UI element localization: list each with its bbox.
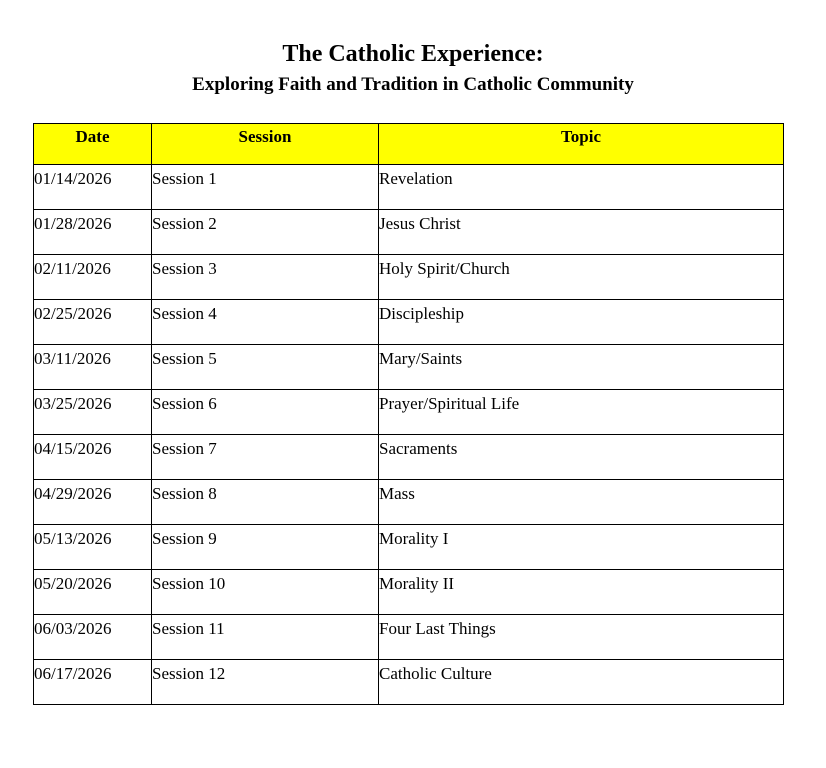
topic-cell: Mary/Saints <box>379 345 784 390</box>
date-cell: 06/17/2026 <box>34 660 152 705</box>
session-cell: Session 8 <box>152 480 379 525</box>
topic-cell: Prayer/Spiritual Life <box>379 390 784 435</box>
date-cell: 04/15/2026 <box>34 435 152 480</box>
topic-cell: Revelation <box>379 165 784 210</box>
session-cell: Session 2 <box>152 210 379 255</box>
session-cell: Session 12 <box>152 660 379 705</box>
table-row <box>34 525 784 570</box>
date-cell: 05/13/2026 <box>34 525 152 570</box>
topic-cell: Discipleship <box>379 300 784 345</box>
topic-cell: Catholic Culture <box>379 660 784 705</box>
session-cell: Session 11 <box>152 615 379 660</box>
table-row <box>34 300 784 345</box>
table-row <box>34 435 784 480</box>
topic-cell: Jesus Christ <box>379 210 784 255</box>
topic-cell: Morality II <box>379 570 784 615</box>
topic-cell: Mass <box>379 480 784 525</box>
date-cell: 03/11/2026 <box>34 345 152 390</box>
table-row <box>34 570 784 615</box>
session-cell: Session 9 <box>152 525 379 570</box>
table-row <box>34 345 784 390</box>
session-cell: Session 10 <box>152 570 379 615</box>
header-date: Date <box>34 124 152 165</box>
table-row <box>34 165 784 210</box>
date-cell: 01/28/2026 <box>34 210 152 255</box>
schedule-table <box>33 123 784 705</box>
date-cell: 03/25/2026 <box>34 390 152 435</box>
header-topic: Topic <box>379 124 784 165</box>
session-cell: Session 6 <box>152 390 379 435</box>
date-cell: 04/29/2026 <box>34 480 152 525</box>
session-cell: Session 4 <box>152 300 379 345</box>
session-cell: Session 3 <box>152 255 379 300</box>
table-row <box>34 210 784 255</box>
session-cell: Session 1 <box>152 165 379 210</box>
schedule-table-header <box>34 124 784 165</box>
topic-cell: Sacraments <box>379 435 784 480</box>
topic-cell: Morality I <box>379 525 784 570</box>
table-row <box>34 390 784 435</box>
header-session: Session <box>152 124 379 165</box>
table-row <box>34 615 784 660</box>
header-row <box>34 124 784 165</box>
date-cell: 06/03/2026 <box>34 615 152 660</box>
date-cell: 02/11/2026 <box>34 255 152 300</box>
table-row <box>34 255 784 300</box>
topic-cell: Holy Spirit/Church <box>379 255 784 300</box>
table-row <box>34 480 784 525</box>
topic-cell: Four Last Things <box>379 615 784 660</box>
date-cell: 01/14/2026 <box>34 165 152 210</box>
session-cell: Session 7 <box>152 435 379 480</box>
date-cell: 05/20/2026 <box>34 570 152 615</box>
date-cell: 02/25/2026 <box>34 300 152 345</box>
document-subtitle: Exploring Faith and Tradition in Catholic Community <box>192 74 634 95</box>
table-row <box>34 660 784 705</box>
schedule-table-body <box>34 165 784 705</box>
session-cell: Session 5 <box>152 345 379 390</box>
document-title: The Catholic Experience: <box>282 41 544 67</box>
